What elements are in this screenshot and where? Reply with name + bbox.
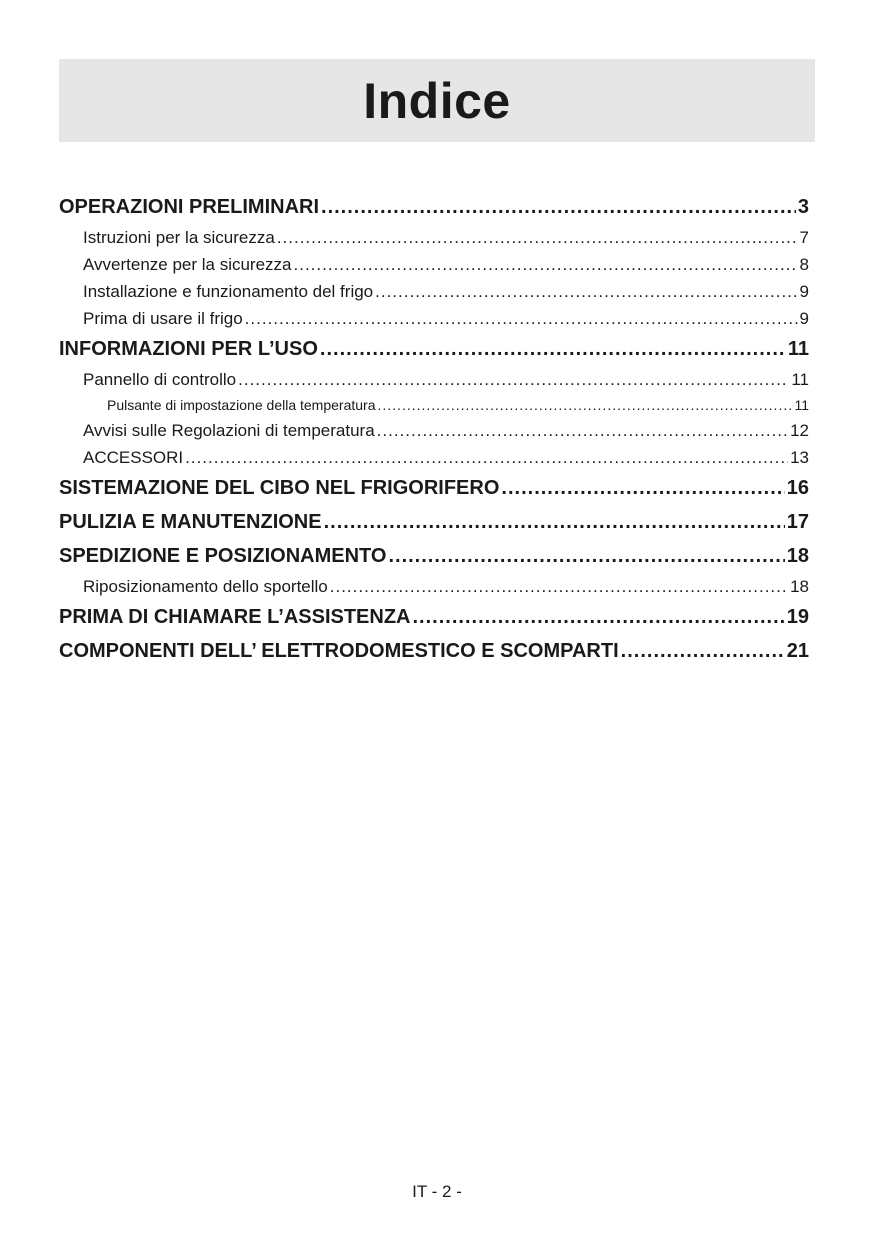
dot-leader	[321, 190, 796, 224]
toc-entry-label: Prima di usare il frigo	[83, 309, 243, 328]
toc-entry[interactable]	[59, 224, 809, 251]
toc-entry-label: COMPONENTI DELL’ ELETTRODOMESTICO E SCOMPARTI	[59, 640, 619, 662]
dot-leader	[377, 417, 788, 444]
toc-entry[interactable]	[59, 251, 809, 278]
toc-entry-page: 19	[786, 606, 809, 628]
toc-entry[interactable]	[59, 634, 809, 668]
toc-entry[interactable]	[59, 366, 809, 393]
dot-leader	[413, 600, 785, 634]
toc-entry-label: INFORMAZIONI PER L’USO	[59, 338, 318, 360]
toc-entry-label: Avvisi sulle Regolazioni di temperatura	[83, 421, 375, 440]
dot-leader	[238, 366, 789, 393]
toc-entry[interactable]	[59, 600, 809, 634]
title-banner	[59, 59, 815, 142]
dot-leader	[388, 539, 784, 573]
toc-entry[interactable]	[59, 305, 809, 332]
dot-leader	[501, 471, 784, 505]
toc-entry-page: 18	[786, 545, 809, 567]
toc-entry[interactable]	[59, 332, 809, 366]
toc-entry-page: 13	[790, 448, 809, 467]
toc-entry-page: 12	[790, 421, 809, 440]
dot-leader	[378, 393, 793, 417]
toc-entry-label: Pannello di controllo	[83, 370, 237, 389]
toc-entry-page: 3	[797, 196, 809, 218]
dot-leader	[245, 305, 798, 332]
toc-entry-label: Riposizionamento dello sportello	[83, 577, 328, 596]
toc-entry[interactable]	[59, 471, 809, 505]
toc-entry-label: PRIMA DI CHIAMARE L’ASSISTENZA	[59, 606, 411, 628]
toc-entry-page: 11	[791, 370, 809, 389]
toc-entry[interactable]	[59, 539, 809, 573]
dot-leader	[277, 224, 798, 251]
toc-entry-label: Avvertenze per la sicurezza	[83, 255, 292, 274]
toc-entry-page: 17	[786, 511, 809, 533]
toc-entry-page: 9	[799, 309, 809, 328]
toc-entry[interactable]	[59, 444, 809, 471]
page-number: IT - 2 -	[412, 1182, 462, 1201]
toc-entry-page: 21	[786, 640, 809, 662]
toc-entry-label: Pulsante di impostazione della temperatura	[107, 397, 376, 413]
toc-entry[interactable]	[59, 393, 809, 417]
toc-entry[interactable]	[59, 505, 809, 539]
toc-entry-page: 11	[794, 397, 809, 413]
dot-leader	[330, 573, 788, 600]
toc-entry-label: Installazione e funzionamento del frigo	[83, 282, 374, 301]
dot-leader	[621, 634, 785, 668]
dot-leader	[375, 278, 797, 305]
toc-entry[interactable]	[59, 190, 809, 224]
toc-entry-label: Istruzioni per la sicurezza	[83, 228, 275, 247]
toc-entry-page: 8	[799, 255, 809, 274]
toc-entry-page: 11	[787, 338, 809, 360]
page-title: Indice	[363, 72, 511, 129]
dot-leader	[294, 251, 798, 278]
toc-entry-label: SPEDIZIONE E POSIZIONAMENTO	[59, 545, 387, 567]
toc-entry-label: PULIZIA E MANUTENZIONE	[59, 511, 322, 533]
dot-leader	[320, 332, 786, 366]
page-footer	[0, 1182, 874, 1202]
toc-entry[interactable]	[59, 573, 809, 600]
toc-entry-label: SISTEMAZIONE DEL CIBO NEL FRIGORIFERO	[59, 477, 500, 499]
toc-entry-page: 9	[799, 282, 809, 301]
table-of-contents	[59, 190, 809, 668]
toc-entry-label: OPERAZIONI PRELIMINARI	[59, 196, 320, 218]
dot-leader	[324, 505, 785, 539]
toc-entry-label: ACCESSORI	[83, 448, 184, 467]
dot-leader	[185, 444, 788, 471]
toc-entry[interactable]	[59, 278, 809, 305]
toc-entry-page: 16	[786, 477, 809, 499]
toc-entry[interactable]	[59, 417, 809, 444]
toc-entry-page: 18	[790, 577, 809, 596]
toc-entry-page: 7	[799, 228, 809, 247]
